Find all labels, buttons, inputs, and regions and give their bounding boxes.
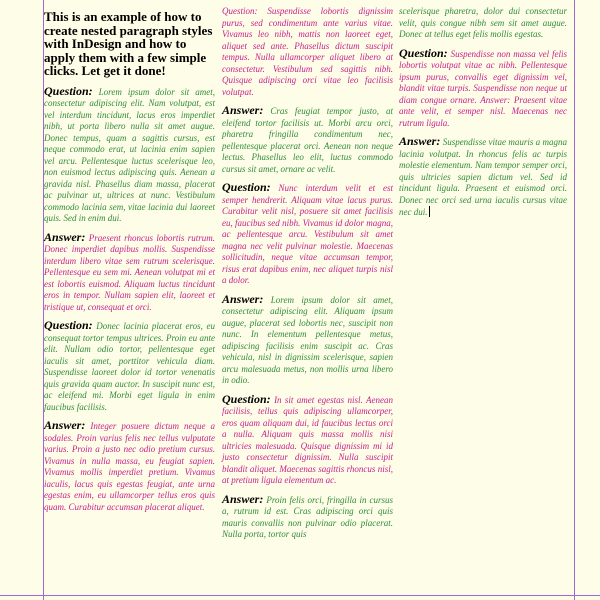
question-paragraph [222,182,393,287]
question-paragraph [44,320,215,413]
answer-paragraph [399,136,567,219]
question-label: Question: [44,83,93,98]
answer-continued-paragraph [399,6,567,41]
answer-paragraph [222,491,393,541]
question-text: Nunc interdum velit et est semper hendrerit. Aliquam vitae lacus purus. Curabitur velit nisl, posuere sit amet facilisis eu, faucibus sed nibh. Vivamus id dolor magna, ac pellentesque arcu. Vestibulum sit amet magna nec velit pulvinar molestie. Maecenas sollicitudin, neque vitae accumsan tempor, risus erat dapibus enim, nec aliquet turpis nisl a dolor. [222,183,394,285]
question-label: Question: [44,318,93,332]
answer-text: Praesent rhoncus lobortis rutrum. Donec imperdiet dapibus mollis. Suspendisse interdum libero vitae sem rutrum scelerisque. Pellentesque eu sem mi. Aenean volutpat mi et est lobortis euismod. Aliquam luctus tincidunt eros in tempor. Nullam sapien elit, laoreet et tristique ut, consequat et orci. [44,232,215,312]
text-cursor [429,206,430,217]
answer-text: Proin felis orci, fringilla in cursus a, rutrum id est. Cras adipiscing orci quis mauris convallis non pulvinar odio placerat. Nulla porta, tortor quis [222,494,393,539]
answer-text: Question: Suspendisse lobortis dignissim purus, sed condimentum ante varius vitae. Vivamus leo nibh, mattis non laoreet eget, aliquet sed ante. Phasellus dictum suscipit tempus. Nulla ullamcorper aliquet libero at consectetur. Vestibulum sed sagittis nibh. Quisque adipiscing orci vitae leo facilisis volutpat. [222,6,393,97]
question-text: Donec lacinia placerat eros, eu consequat tortor tempus ultrices. Proin eu ante elit. Nullam odio tortor, pellentesque eget iaculis sit amet, porttitor vehicula diam. Suspendisse laoreet dolor id tortor venenatis quis gravida quam auctor. In suscipit nunc est, ac eleifend mi. Morbi eget ligula in enim faucibus facilisis. [44,321,216,412]
text-column-3[interactable] [399,6,567,226]
question-text: Suspendisse non massa vel felis lobortis volutpat vitae ac nibh. Pellentesque ipsum purus, convallis eget dignissim vel, blandit vitae turpis. Suspendisse non neque ut diam congue ornare. Answer: Praesent vitae ante velit, et semper nisl. Maecenas nec rutrum ligula. [399,48,568,128]
answer-continued-paragraph [222,6,393,98]
page-title: This is an example of how to create nested paragraph styles with InDesign and how to apply them with a few simple clicks. Let get it done! [44,9,213,78]
margin-guide-bottom [0,595,600,596]
answer-label: Answer: [222,291,264,306]
answer-paragraph [44,420,215,513]
question-text: In sit amet egestas nisl. Aenean facilisis, tellus quis adipiscing ullamcorper, eros quam aliquam dui, id faucibus lectus orci a nulla. Aliquam quis massa mollis nisi ultricies malesuada. Quisque dignissim mi id justo consectetur dignissim. Nulla suscipit blandit aliquet. Maecenas sagittis rhoncus nisl, at pretium ligula elementum ac. [222,394,393,485]
question-paragraph [44,83,216,225]
answer-text: Suspendisse vitae mauris a magna lacinia volutpat. In rhoncus felis ac turpis molestie elementum. Nam tempor semper orci, quis ultricies sapien dictum vel. Sed id tincidunt ligula. Praesent et euismod orci. Donec nec orci sed urna iaculis cursus vitae nec dui. [399,137,568,217]
answer-text: Integer posuere dictum neque a sodales. Proin varius felis nec tellus vulputate varius. Proin a justo nec odio pretium cursus. Vivamus in nulla massa, eu feugiat sapien. Vivamus mollis imperdiet pretium. Vivamus iaculis, lacus quis egestas feugiat, ante urna egestas enim, eu ullamcorper tellus eros quis quam. Curabitur accumsan placerat aliquet. [44,421,216,512]
question-paragraph [399,45,568,130]
question-label: Question: [222,391,271,406]
answer-label: Answer: [222,103,264,117]
text-column-1[interactable] [44,6,215,520]
question-label: Question: [399,45,448,60]
answer-text: Lorem ipsum dolor sit amet, consectetur adipiscing elit. Aliquam ipsum augue, placerat sed lobortis nec, suscipit non nunc. In elementum pellentesque metus, adipiscing facilisis enim suscipit ac. Cras vehicula, nisl in dignissim scelerisque, sapien arcu malesuada metus, non mollis urna libero in odio. [222,294,394,385]
answer-text: Cras feugiat tempor justo, at eleifend tortor facilisis ut. Morbi arcu orci, pharetra fringilla condimentum nec, pellentesque placerat orci. Aenean non neque lectus. Phasellus leo elit, luctus commodo cursus sit amet, ornare ac velit. [222,106,393,174]
answer-label: Answer: [222,491,264,506]
question-label: Question: [222,180,271,194]
answer-label: Answer: [44,418,86,432]
answer-paragraph [44,229,215,314]
text-column-2[interactable] [222,6,393,548]
answer-label: Answer: [399,134,441,148]
answer-text: scelerisque pharetra, dolor dui consectetur velit, quis congue nibh sem sit amet augue. Donec at tellus eget felis mollis egestas. [399,6,567,39]
answer-paragraph [222,105,393,175]
margin-guide-right [574,0,575,600]
answer-paragraph [222,291,394,387]
question-text: Lorem ipsum dolor sit amet, consectetur adipiscing elit. Nam volutpat, est vel interdum tincidunt, lacus eros imperdiet nibh, ut porta libero nulla sit amet augue. Donec tempus, quam a sagittis cursus, est neque commodo erat, ut lacinia enim sapien vel arcu. Pellentesque luctus scelerisque leo, non euismod lectus adipiscing quis. Aenean a gravida nisl. Phasellus diam massa, placerat ac pulvinar ut, ultrices at nunc. Vestibulum commodo lacinia sem, vitae lacinia dui laoreet quis. Sed in enim dui. [44,86,216,223]
question-paragraph [222,391,393,487]
answer-label: Answer: [44,229,86,244]
